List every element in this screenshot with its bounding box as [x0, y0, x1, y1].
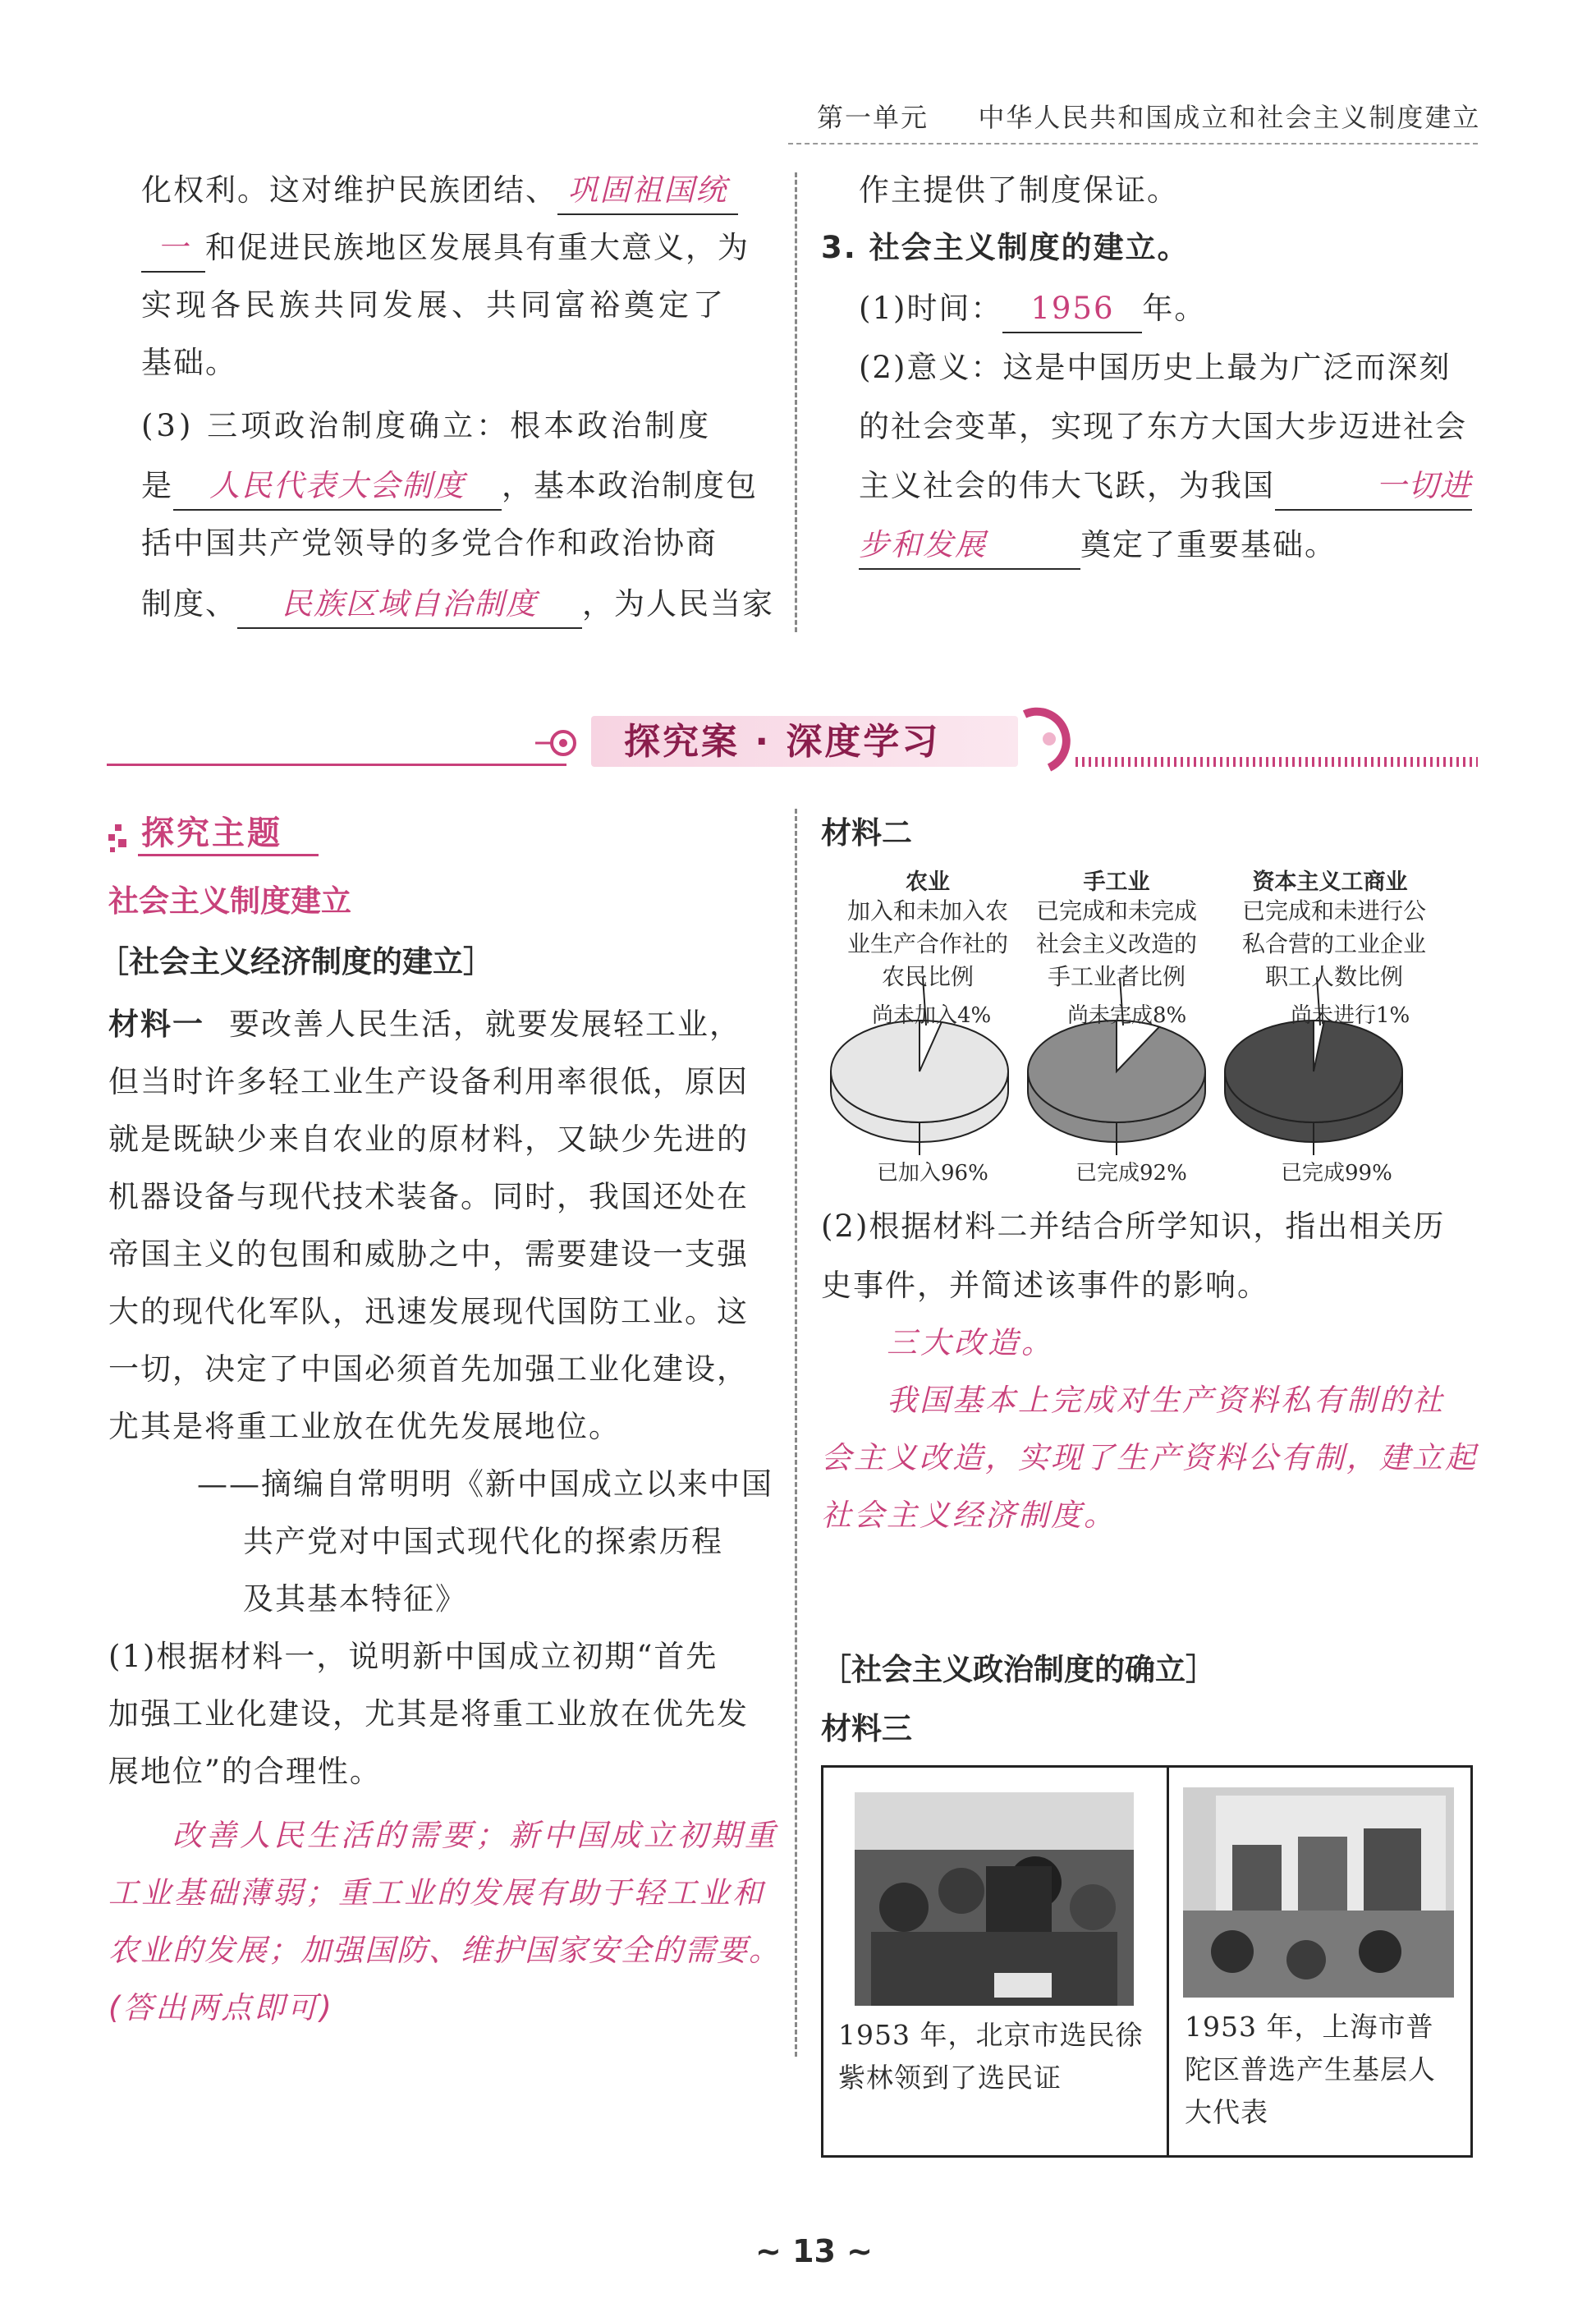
photo-election-board	[1183, 1787, 1454, 1998]
source-line: ——摘编自常明明《新中国成立以来中国	[197, 1466, 773, 1502]
text-line: (2)意义：这是中国历史上最为广泛而深刻	[859, 350, 1452, 385]
answer-blank: 1956	[1002, 286, 1142, 333]
question-1-line: (1)根据材料一，说明新中国成立初期“首先	[108, 1639, 718, 1674]
photo-voter-card	[855, 1792, 1134, 2006]
question-2-line: (2)根据材料二并结合所学知识，指出相关历	[821, 1209, 1446, 1244]
target-icon	[535, 722, 585, 767]
pie-title-commerce: 资本主义工商业	[1252, 869, 1408, 895]
answer-blank: 步和发展	[859, 522, 1080, 570]
answer-blank: 民族区域自治制度	[237, 581, 582, 629]
column-divider-top	[795, 172, 797, 632]
text-line: 化权利。这对维护民族团结、 巩固祖国统	[141, 161, 738, 220]
text-line: 但当时许多轻工业生产设备利用率很低，原因	[108, 1064, 749, 1099]
text-line: 就是既缺少来自农业的原材料，又缺少先进的	[108, 1122, 749, 1157]
topic-underline	[138, 854, 319, 856]
pie-desc-agriculture: 加入和未加入农业生产合作社的农民比例	[846, 897, 1008, 990]
pie-title-agriculture: 农业	[906, 869, 950, 895]
question-1-line: 展地位”的合理性。	[108, 1754, 382, 1789]
section-heading-politics: ［社会主义政治制度的确立］	[821, 1652, 1216, 1687]
answer-blank: 巩固祖国统	[557, 167, 738, 215]
pie-title-handicraft: 手工业	[1083, 869, 1150, 895]
text-line: 实现各民族共同发展、共同富裕奠定了	[141, 287, 727, 323]
source-line: 共产党对中国式现代化的探索历程	[243, 1524, 723, 1559]
source-line: 及其基本特征》	[243, 1581, 467, 1617]
section-heading: 3. 社会主义制度的建立。	[821, 230, 1190, 265]
text-line: 步和发展 奠定了重要基础。	[859, 516, 1337, 575]
text-line: 是 人民代表大会制度 ，基本政治制度包	[141, 456, 758, 516]
column-divider-bottom	[795, 809, 797, 2057]
answer-2-line: 社会主义经济制度。	[821, 1498, 1117, 1533]
text-line: 一切，决定了中国必须首先加强工业化建设，	[108, 1351, 749, 1387]
photo-table-divider	[1167, 1768, 1169, 2155]
unit-title: 中华人民共和国成立和社会主义制度建立	[978, 102, 1481, 133]
answer-blank: 一	[141, 225, 205, 273]
text-line: 的社会变革，实现了东方大国大步迈进社会	[859, 409, 1467, 444]
pie-desc-handicraft: 已完成和未完成社会主义改造的手工业者比例	[1035, 897, 1197, 990]
banner-tick-right	[1075, 757, 1478, 767]
text-line: 作主提供了制度保证。	[859, 172, 1179, 208]
photo-1-caption: 1953 年，北京市选民徐紫林领到了选民证	[838, 2019, 1144, 2094]
banner-line-left	[107, 764, 566, 766]
topic-dots-icon	[107, 823, 131, 859]
pie-label-large-handicraft: 已完成92%	[1075, 1161, 1187, 1186]
page-number: ~ 13 ~	[755, 2233, 874, 2269]
answer-2-line: 会主义改造，实现了生产资料公有制，建立起	[821, 1440, 1478, 1475]
answer-2-line: 三大改造。	[887, 1325, 1055, 1360]
banner-swirl-icon	[1016, 706, 1082, 775]
pie-label-large-agriculture: 已加入96%	[877, 1161, 988, 1186]
material-3-photo-table	[821, 1765, 1473, 2158]
pie-label-small-commerce: 尚未进行1%	[1291, 1003, 1410, 1028]
answer-1-line: 工业基础薄弱；重工业的发展有助于轻工业和	[108, 1875, 765, 1911]
text-line: 一 和促进民族地区发展具有重大意义，为	[141, 218, 750, 278]
answer-blank: 人民代表大会制度	[173, 463, 502, 511]
text-line: 机器设备与现代技术装备。同时，我国还处在	[108, 1179, 749, 1214]
answer-1-line: (答出两点即可)	[108, 1990, 334, 2025]
material-2-title: 材料二	[821, 815, 912, 851]
subtitle: 社会主义制度建立	[108, 883, 351, 919]
header-rule	[788, 143, 1478, 144]
answer-1-line: 农业的发展；加强国防、维护国家安全的需要。	[108, 1933, 781, 1968]
text-line: 制度、 民族区域自治制度 ，为人民当家	[141, 575, 774, 634]
material-1-title: 材料一	[108, 1007, 204, 1042]
unit-label: 第一单元	[817, 102, 929, 133]
text-line: 括中国共产党领导的多党合作和政治协商	[141, 525, 718, 561]
text-line: 帝国主义的包围和威胁之中，需要建设一支强	[108, 1236, 749, 1272]
answer-1-line: 改善人民生活的需要；新中国成立初期重	[172, 1818, 778, 1853]
pie-label-small-agriculture: 尚未加入4%	[872, 1003, 992, 1028]
answer-2-line: 我国基本上完成对生产资料私有制的社	[887, 1383, 1445, 1418]
running-header	[817, 97, 1480, 135]
text-line: 尤其是将重工业放在优先发展地位。	[108, 1409, 621, 1444]
question-1-line: 加强工业化建设，尤其是将重工业放在优先发	[108, 1696, 749, 1732]
material-1-first-line: 材料一 要改善人民生活，就要发展轻工业，	[108, 1007, 741, 1042]
banner-title: 探究案 · 深度学习	[624, 721, 941, 763]
section-heading-economy: ［社会主义经济制度的建立］	[99, 944, 493, 979]
photo-2-caption: 1953 年，上海市普陀区普选产生基层人大代表	[1185, 2011, 1436, 2128]
answer-blank: 一切进	[1275, 463, 1472, 511]
text-line: 主义社会的伟大飞跃，为我国 一切进	[859, 456, 1472, 516]
text-line: 基础。	[141, 345, 237, 380]
pie-desc-commerce: 已完成和未进行公私合营的工业企业职工人数比例	[1241, 897, 1426, 990]
material-3-title: 材料三	[821, 1711, 912, 1746]
pie-label-small-handicraft: 尚未完成8%	[1067, 1003, 1187, 1028]
topic-label: 探究主题	[141, 814, 282, 852]
question-2-line: 史事件，并简述该事件的影响。	[821, 1268, 1269, 1303]
text-line: 大的现代化军队，迅速发展现代国防工业。这	[108, 1294, 749, 1329]
text-line: (1)时间： 1956 年。	[859, 279, 1206, 338]
text-line: (3) 三项政治制度确立：根本政治制度	[141, 408, 713, 443]
pie-label-large-commerce: 已完成99%	[1281, 1161, 1392, 1186]
